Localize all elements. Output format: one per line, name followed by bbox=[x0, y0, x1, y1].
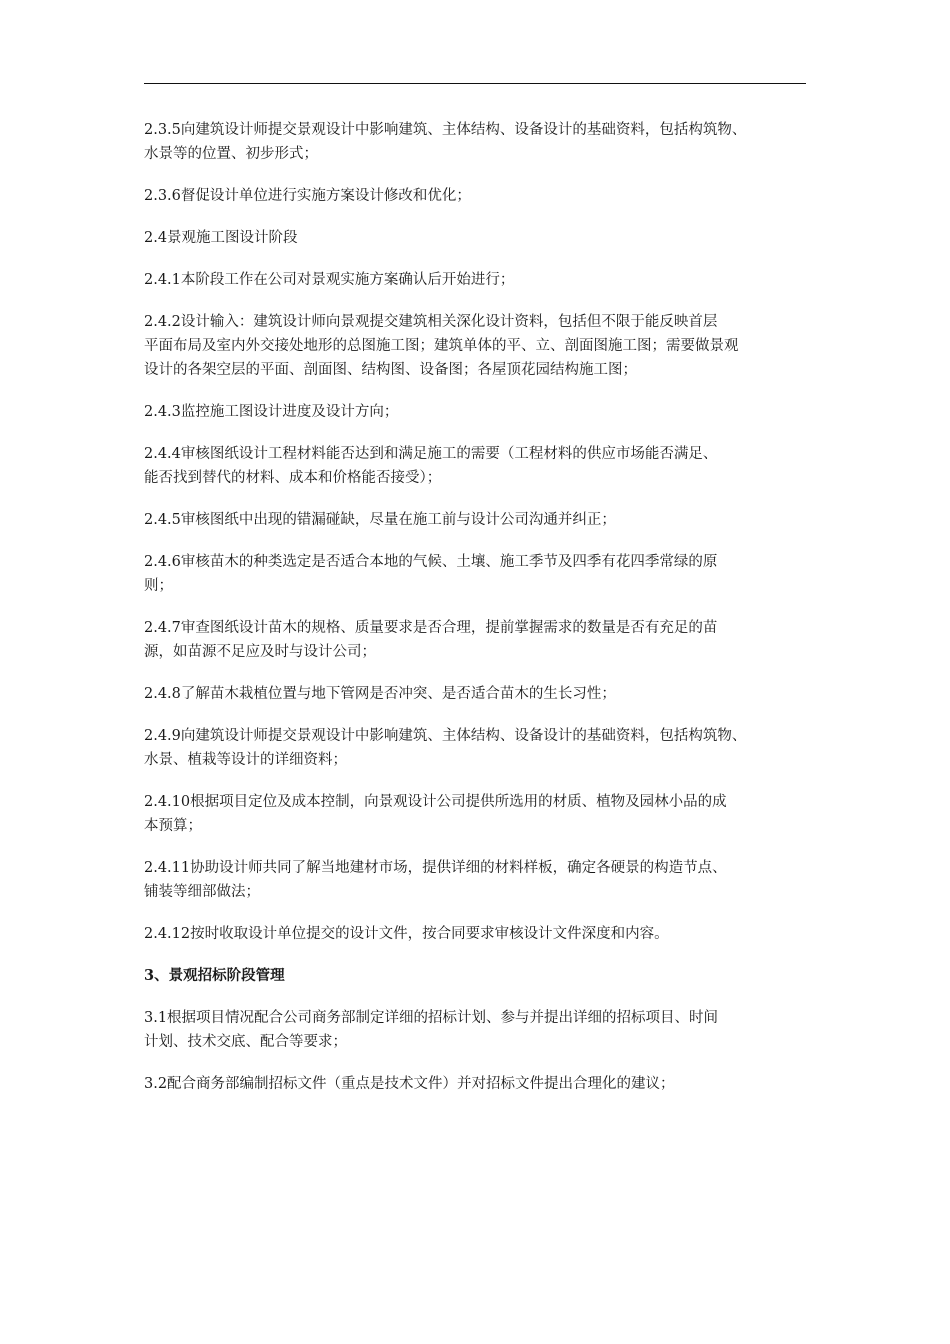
paragraph-2-4-7: 2.4.7审查图纸设计苗木的规格、质量要求是否合理，提前掌握需求的数量是否有充足的苗 源，如苗源不足应及时与设计公司； bbox=[144, 620, 718, 660]
header-rule bbox=[144, 83, 806, 84]
paragraph-3-2: 3.2配合商务部编制招标文件（重点是技术文件）并对招标文件提出合理化的建议； bbox=[144, 1076, 675, 1092]
document-body bbox=[144, 118, 820, 1114]
paragraph-2-3-6: 2.3.6督促设计单位进行实施方案设计修改和优化； bbox=[144, 188, 471, 204]
paragraph-2-4-4: 2.4.4审核图纸设计工程材料能否达到和满足施工的需要（工程材料的供应市场能否满足、 能否找到替代的材料、成本和价格能否接受）； bbox=[144, 446, 718, 486]
paragraph-2-3-5: 2.3.5向建筑设计师提交景观设计中影响建筑、主体结构、设备设计的基础资料，包括构筑物、 水景等的位置、初步形式； bbox=[144, 122, 747, 162]
paragraph-2-4-6: 2.4.6审核苗木的种类选定是否适合本地的气候、土壤、施工季节及四季有花四季常绿的原 则； bbox=[144, 554, 718, 594]
paragraph-2-4-9: 2.4.9向建筑设计师提交景观设计中影响建筑、主体结构、设备设计的基础资料，包括构筑物、 水景、植栽等设计的详细资料； bbox=[144, 728, 747, 768]
paragraph-2-4-5: 2.4.5审核图纸中出现的错漏碰缺，尽量在施工前与设计公司沟通并纠正； bbox=[144, 512, 616, 528]
paragraph-2-4-11: 2.4.11协助设计师共同了解当地建材市场，提供详细的材料样板，确定各硬景的构造节点、 铺装等细部做法； bbox=[144, 860, 727, 900]
paragraph-2-4-10: 2.4.10根据项目定位及成本控制，向景观设计公司提供所选用的材质、植物及园林小品的成 本预算； bbox=[144, 794, 727, 834]
paragraph-2-4-8: 2.4.8了解苗木栽植位置与地下管网是否冲突、是否适合苗木的生长习性； bbox=[144, 686, 616, 702]
paragraph-2-4-2: 2.4.2设计输入：建筑设计师向景观提交建筑相关深化设计资料，包括但不限于能反映首层 平面布局及室内外交接处地形的总图施工图；建筑单体的平、立、剖面图施工图；需要做景观 设计的各架空层的平面、剖面图、结构图、设备图；各屋顶花园结构施工图； bbox=[144, 314, 739, 378]
paragraph-3-1: 3.1根据项目情况配合公司商务部制定详细的招标计划、参与并提出详细的招标项目、时间 计划、技术交底、配合等要求； bbox=[144, 1010, 719, 1050]
section-heading-3: 3、景观招标阶段管理 bbox=[144, 967, 285, 984]
paragraph-2-4-1: 2.4.1本阶段工作在公司对景观实施方案确认后开始进行； bbox=[144, 272, 515, 288]
paragraph-2-4-3: 2.4.3监控施工图设计进度及设计方向； bbox=[144, 404, 399, 420]
paragraph-2-4-12: 2.4.12按时收取设计单位提交的设计文件，按合同要求审核设计文件深度和内容。 bbox=[144, 926, 669, 942]
section-title-2-4: 2.4景观施工图设计阶段 bbox=[144, 230, 298, 246]
